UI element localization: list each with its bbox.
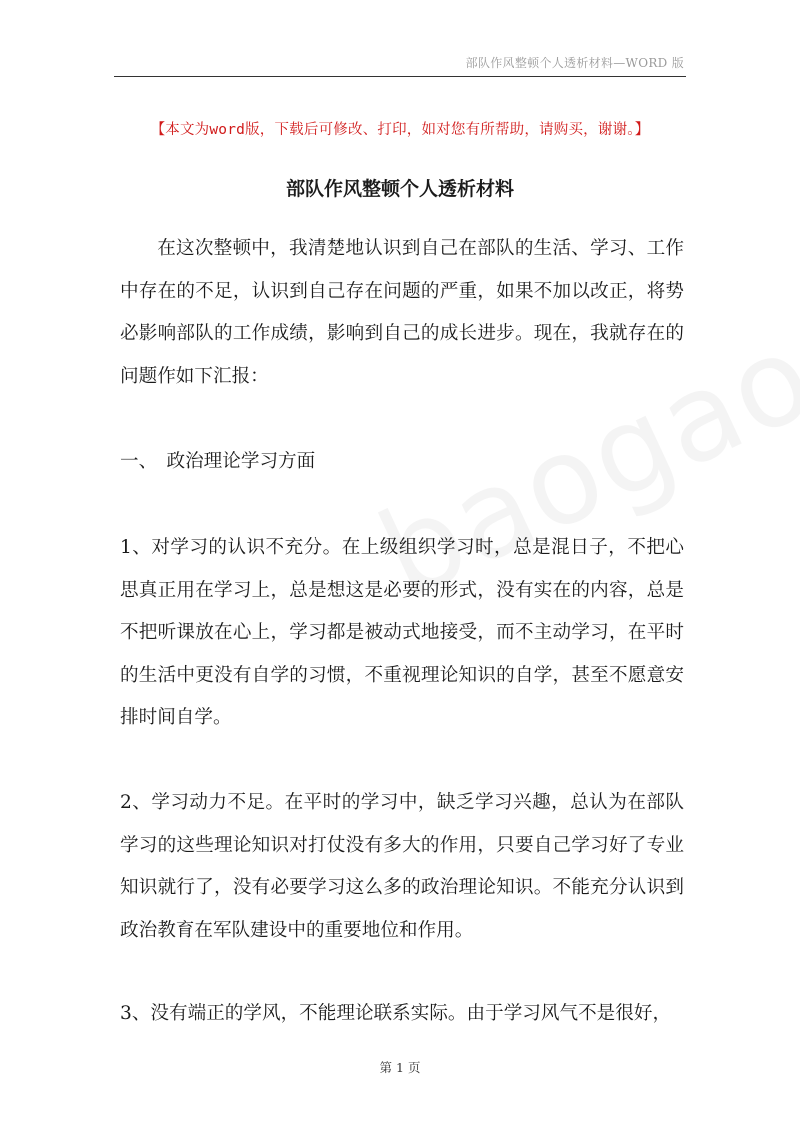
item-3-paragraph: 3、没有端正的学风，不能理论联系实际。由于学习风气不是很好， [120, 1003, 672, 1024]
page-number: 第 1 页 [379, 1060, 421, 1075]
page-header [114, 52, 686, 77]
section-heading-political-theory: 一、 政治理论学习方面 [120, 451, 316, 472]
intro-paragraph: 在这次整顿中，我清楚地认识到自己在部队的生活、学习、工作中存在的不足，认识到自己存在问题的严重，如果不加以改正，将势必影响部队的工作成绩，影响到自己的成长进步。现在，我就存在的问题作如下汇报： [120, 238, 684, 387]
purchase-notice: 【本文为word版，下载后可修改、打印，如对您有所帮助，请购买，谢谢。】 [150, 122, 650, 138]
running-header-title: 部队作风整顿个人透析材料—WORD 版 [465, 56, 684, 70]
item-2-paragraph: 2、学习动力不足。在平时的学习中，缺乏学习兴趣，总认为在部队学习的这些理论知识对打仗没有多大的作用，只要自己学习好了专业知识就行了，没有必要学习这么多的政治理论知识。不能充分认识到政治教育在军队建设中的重要地位和作用。 [120, 792, 684, 941]
item-1-paragraph: 1、对学习的认识不充分。在上级组织学习时，总是混日子，不把心思真正用在学习上，总是想这是必要的形式，没有实在的内容，总是不把听课放在心上，学习都是被动式地接受，而不主动学习，在平时的生活中更没有自学的习惯，不重视理论知识的自学，甚至不愿意安排时间自学。 [120, 537, 684, 728]
document-title: 部队作风整顿个人透析材料 [285, 178, 514, 200]
